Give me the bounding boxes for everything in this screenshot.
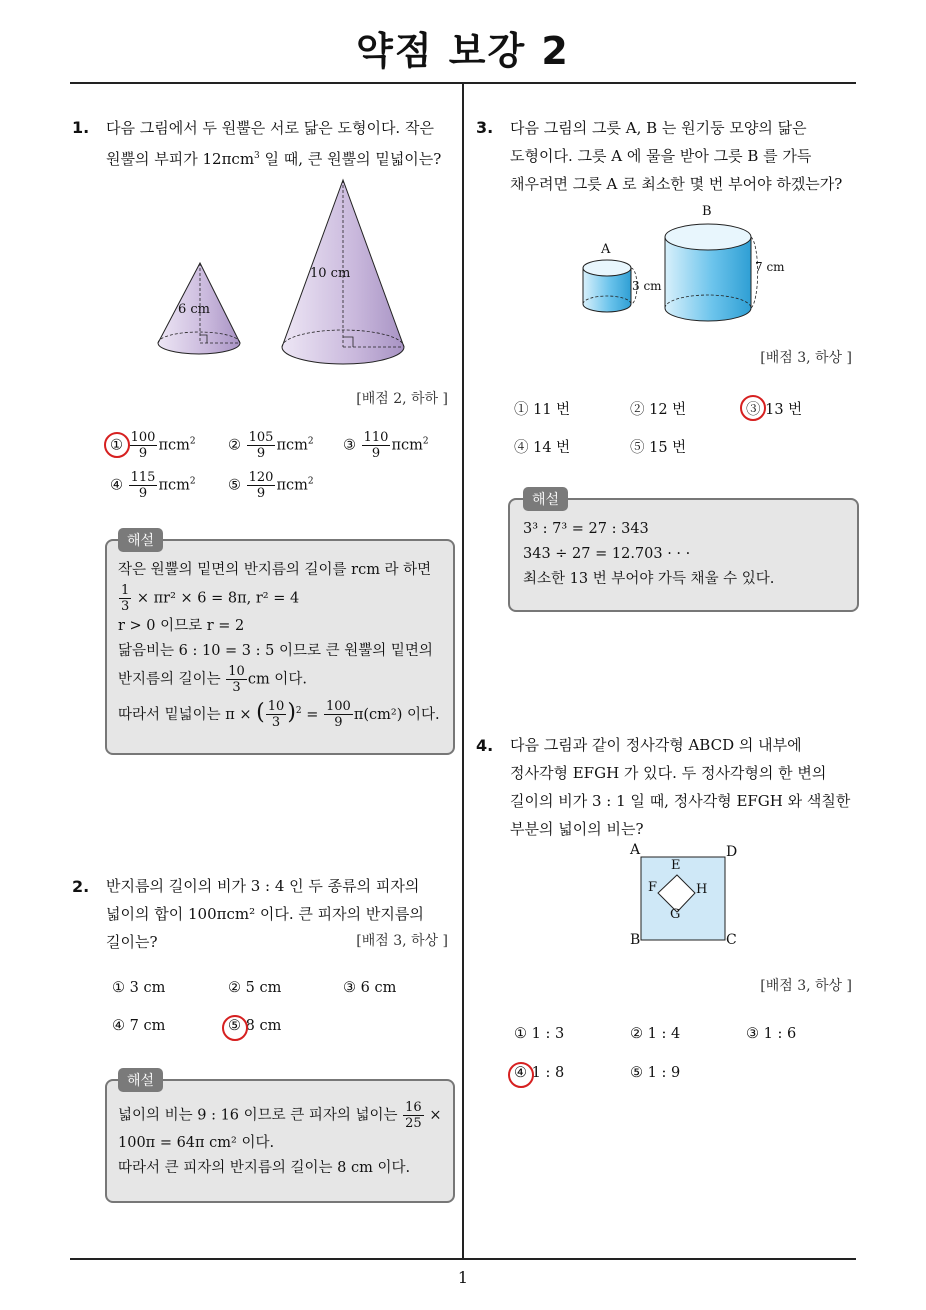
question-1-number: 1.	[72, 118, 90, 137]
question-1-line1: 다음 그림에서 두 원뿔은 서로 닮은 도형이다. 작은	[106, 119, 434, 137]
question-2-text: 반지름의 길이의 비가 3 : 4 인 두 종류의 피자의 넓이의 합이 100πcm² 이다. 큰 피자의 반지름의 길이는?	[106, 877, 424, 951]
cylinder-b-label: B	[702, 204, 712, 219]
q3-solution-text: 3³ : 7³ = 27 : 343 343 ÷ 27 = 12.703 · · · 최소한 13 번 부어야 가득 채울 수 있다.	[523, 521, 775, 587]
vertex-label-f: F	[648, 880, 658, 895]
q4-option-2[interactable]: ② 1 : 4	[630, 1026, 681, 1042]
q3-option-4[interactable]: ④ 14 번	[514, 440, 571, 456]
column-divider	[462, 83, 464, 1258]
question-3-meta: [배점 3, 하상 ]	[760, 350, 852, 366]
q1-option-2[interactable]: ② $\frac{105}{9}$ πcm$^2$	[228, 430, 314, 461]
q1-solution-text: 작은 원뿔의 밑면의 반지름의 길이를 rcm 라 하면 $\frac{1}{3}$ × πr² × 6 = 8π, r² = 4 r > 0 이므로 r = 2 닮음비는 6 : 10 = 3 : 5 이므로 큰 원뿔의 밑면의 반지름의 길이는 $\frac{10}{3}$ cm 이다. 따라서 밑넓이는 π × ( $\frac{10}{3}$ )$^2$ = $\frac{100}{9}$ π(cm²) 이다.	[118, 562, 440, 731]
question-1-text	[106, 114, 456, 173]
answer-mark-q4	[508, 1062, 534, 1088]
cylinder-a-height-label: 3 cm	[632, 279, 662, 293]
cylinder-b-height-label: 7 cm	[755, 260, 785, 274]
q3-option-1[interactable]: ① 11 번	[514, 402, 571, 418]
vertex-label-b: B	[630, 932, 641, 948]
q3-solution-tag: 해설	[523, 487, 568, 511]
q4-option-3[interactable]: ③ 1 : 6	[746, 1026, 797, 1042]
small-cone-height-label: 6 cm	[178, 302, 211, 317]
q2-option-2[interactable]: ② 5 cm	[228, 980, 282, 996]
question-4-text: 다음 그림과 같이 정사각형 ABCD 의 내부에 정사각형 EFGH 가 있다. 두 정사각형의 한 변의 길이의 비가 3 : 1 일 때, 정사각형 EFGH 와 색칠한 부분의 넓이의 비는?	[510, 736, 851, 838]
q4-option-1[interactable]: ① 1 : 3	[514, 1026, 565, 1042]
question-1-meta: [배점 2, 하하 ]	[356, 391, 448, 407]
answer-mark-q3	[740, 395, 766, 421]
page-title: 약점 보강 2	[356, 29, 570, 73]
q2-solution-tag: 해설	[118, 1068, 163, 1092]
q3-option-5[interactable]: ⑤ 15 번	[630, 440, 687, 456]
cones-figure	[150, 175, 420, 365]
answer-mark-q1	[104, 432, 130, 458]
answer-mark-q2	[222, 1015, 248, 1041]
vertex-label-c: C	[726, 932, 737, 948]
q1-option-5[interactable]: ⑤ $\frac{120}{9}$ πcm$^2$	[228, 470, 314, 501]
q4-option-4[interactable]: ④ 1 : 8	[514, 1065, 565, 1081]
q2-option-5[interactable]: ⑤ 8 cm	[228, 1018, 282, 1034]
vertex-label-a: A	[630, 842, 641, 858]
large-cone-height-label: 10 cm	[310, 266, 351, 281]
q3-option-2[interactable]: ② 12 번	[630, 402, 687, 418]
q2-option-3[interactable]: ③ 6 cm	[343, 980, 397, 996]
cylinder-a	[583, 260, 637, 312]
q2-solution-text: 넓이의 비는 9 : 16 이므로 큰 피자의 넓이는 $\frac{16}{25}$ × 100π = 64π cm² 이다. 따라서 큰 피자의 반지름의 길이는 8 cm 이다.	[118, 1100, 442, 1176]
bottom-rule	[70, 1258, 856, 1260]
cylinder-a-label: A	[601, 242, 611, 257]
vertex-label-g: G	[670, 907, 681, 922]
q1-solution-tag: 해설	[118, 528, 163, 552]
question-4-meta: [배점 3, 하상 ]	[760, 978, 852, 994]
cylinder-b	[665, 224, 758, 321]
page-number: 1	[457, 1268, 469, 1287]
q1-option-4[interactable]: ④ $\frac{115}{9}$ πcm$^2$	[110, 470, 196, 501]
question-1-line2: 원뿔의 부피가 12πcm$^3$ 일 때, 큰 원뿔의 밑넓이는?	[106, 150, 442, 168]
q4-option-5[interactable]: ⑤ 1 : 9	[630, 1065, 681, 1081]
vertex-label-d: D	[726, 844, 738, 860]
q2-option-4[interactable]: ④ 7 cm	[112, 1018, 166, 1034]
q1-option-3[interactable]: ③ $\frac{110}{9}$ πcm$^2$	[343, 430, 429, 461]
question-2-number: 2.	[72, 877, 90, 896]
vertex-label-e: E	[671, 858, 681, 873]
question-3-text: 다음 그림의 그릇 A, B 는 원기둥 모양의 닮은 도형이다. 그릇 A 에 물을 받아 그릇 B 를 가득 채우려면 그릇 A 로 최소한 몇 번 부어야 하겠는가?	[510, 119, 843, 193]
question-2-meta: [배점 3, 하상 ]	[356, 933, 448, 949]
q1-option-1[interactable]: ① $\frac{100}{9}$ πcm$^2$	[110, 430, 196, 461]
question-3-number: 3.	[476, 118, 494, 137]
question-4-number: 4.	[476, 736, 494, 755]
q3-option-3[interactable]: ③ 13 번	[746, 402, 803, 418]
vertex-label-h: H	[696, 882, 708, 897]
q2-option-1[interactable]: ① 3 cm	[112, 980, 166, 996]
